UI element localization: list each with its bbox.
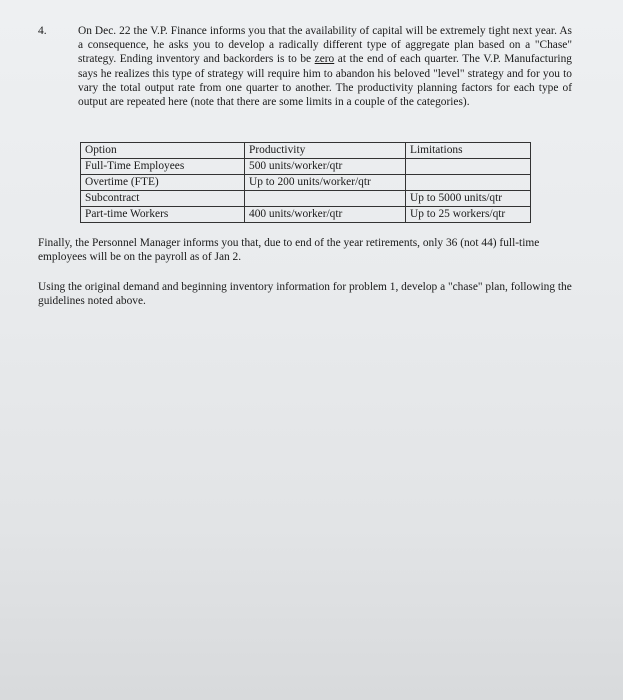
header-option: Option bbox=[81, 143, 245, 159]
table-cell: Up to 5000 units/qtr bbox=[406, 191, 531, 207]
table-cell: Overtime (FTE) bbox=[81, 175, 245, 191]
problem-text-start: On Dec. 22 the V.P. Finance informs you that the availability of capital will be extremely tight next year. As a consequence, he asks you to develop a radically different type of aggregate plan based on a "Chase" strategy. Ending inventory and backorders is to be bbox=[78, 25, 572, 66]
underlined-zero: zero bbox=[314, 53, 335, 66]
table-cell: Up to 200 units/worker/qtr bbox=[245, 175, 406, 191]
table-row bbox=[81, 159, 531, 175]
productivity-table bbox=[80, 142, 531, 223]
table-cell: Full-Time Employees bbox=[81, 159, 245, 175]
table-cell: Up to 25 workers/qtr bbox=[406, 207, 531, 223]
problem-text-end: at the end of each quarter. The V.P. Manufacturing says he realizes this type of strategy will require him to abandon his beloved "level" strategy and for you to vary the total output rate from one quarter to another. The productivity planning factors for each type of output are repeated here (note that there are some limits in a couple of the categories). bbox=[78, 53, 572, 109]
personnel-note: Finally, the Personnel Manager informs you that, due to end of the year retirements, only 36 (not 44) full-time employees will be on the payroll as of Jan 2. bbox=[38, 237, 540, 264]
problem-description bbox=[78, 24, 572, 109]
table-row bbox=[81, 175, 531, 191]
header-productivity: Productivity bbox=[245, 143, 406, 159]
table-cell: Subcontract bbox=[81, 191, 245, 207]
question-number: 4. bbox=[38, 25, 47, 37]
table-cell: Part-time Workers bbox=[81, 207, 245, 223]
table-cell bbox=[245, 191, 406, 207]
table-cell bbox=[406, 175, 531, 191]
header-limitations: Limitations bbox=[406, 143, 531, 159]
table-row bbox=[81, 207, 531, 223]
table-cell: 500 units/worker/qtr bbox=[245, 159, 406, 175]
table-header-row bbox=[81, 143, 531, 159]
table-row bbox=[81, 191, 531, 207]
table-cell: 400 units/worker/qtr bbox=[245, 207, 406, 223]
table-cell bbox=[406, 159, 531, 175]
task-instruction: Using the original demand and beginning inventory information for problem 1, develop a "chase" plan, following the guidelines noted above. bbox=[38, 281, 572, 308]
